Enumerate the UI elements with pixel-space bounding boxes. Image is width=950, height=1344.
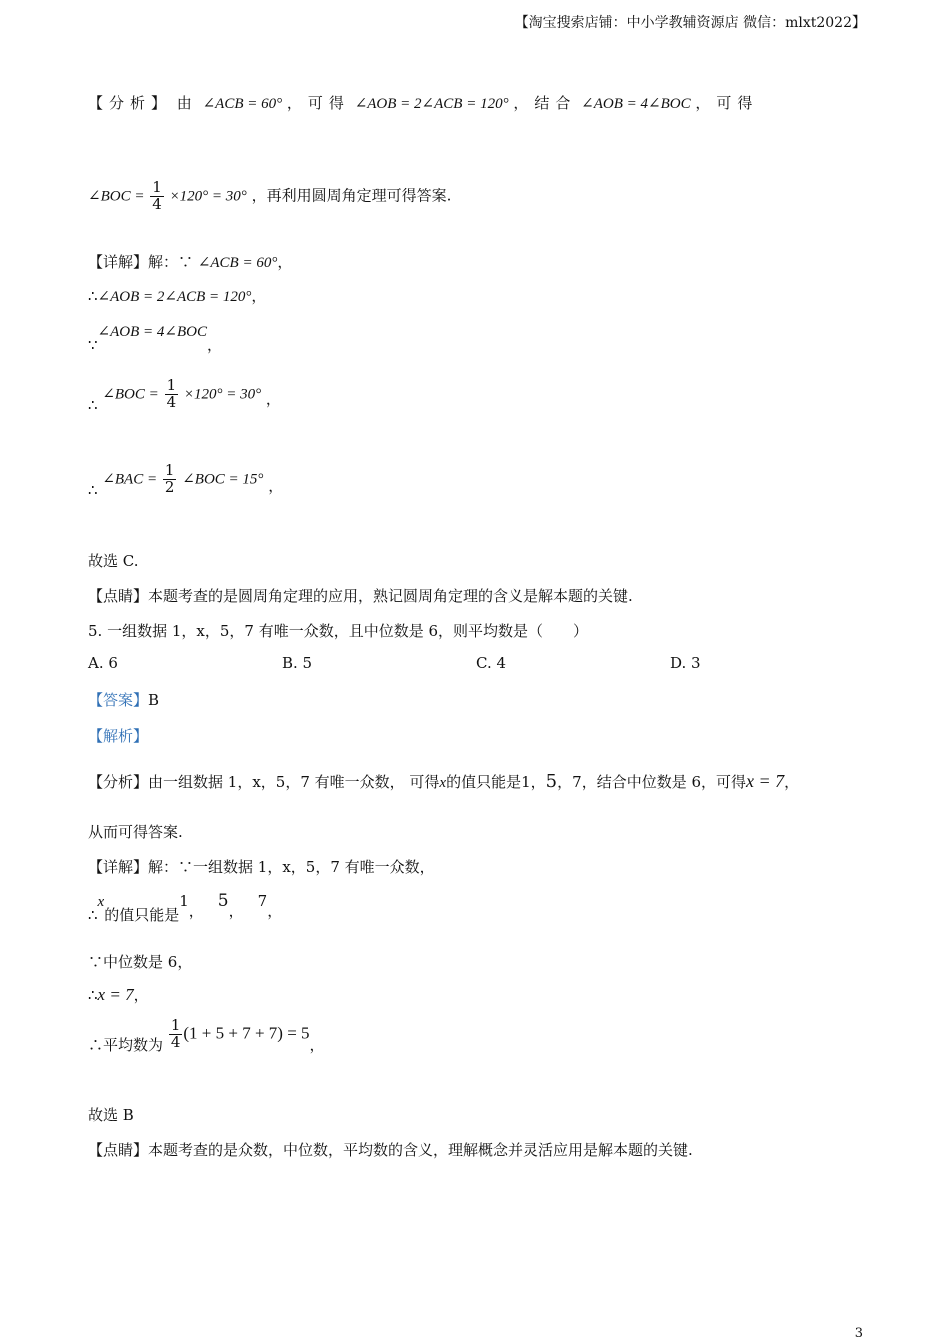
fraction-denominator: 2 — [164, 477, 175, 496]
q4-detail-line3 — [88, 320, 222, 354]
q5-analysis-line1 — [88, 771, 799, 792]
q5-comment — [88, 1139, 693, 1160]
punctuation: ， — [268, 477, 284, 496]
q5-analysis-line2: 从而可得答案. — [88, 823, 183, 841]
q4-detail-line4 — [88, 376, 281, 415]
q5-option-d: D. 3 — [670, 654, 701, 672]
because-symbol: ∵ — [88, 336, 98, 354]
q5-jiexi-tag: 【解析】 — [88, 727, 149, 745]
q5-answer — [88, 689, 159, 710]
q4-choice: 故选 C. — [88, 552, 139, 570]
fraction — [165, 378, 179, 411]
variable-x: x — [97, 894, 105, 910]
therefore-symbol: ∴ — [88, 1036, 104, 1055]
therefore-symbol: ∴ — [88, 396, 98, 415]
q5-question: 5. 一组数据 1，x，5，7 有唯一众数，且中位数是 6，则平均数是（ ） — [88, 622, 589, 640]
q4-detail-line1 — [88, 251, 292, 272]
value: 1 — [179, 892, 189, 910]
comment-tag: 【点睛】 — [88, 1141, 149, 1159]
value: 7 — [572, 773, 582, 791]
analysis-text: ，可得 — [286, 94, 350, 112]
fraction-numerator: 1 — [170, 1016, 181, 1034]
value: 7 — [257, 892, 268, 910]
math-expression: ×120° = 30° — [183, 386, 262, 403]
analysis-tag: 【分析】 — [88, 773, 149, 791]
q5-detail-line2 — [88, 890, 283, 924]
fraction — [150, 180, 164, 213]
detail-text: 平均数为 — [103, 1036, 164, 1055]
analysis-text: 的值只能是 — [446, 773, 522, 791]
punctuation: ， — [267, 902, 283, 920]
q5-option-a: A. 6 — [88, 654, 118, 672]
punctuation: ， — [188, 902, 204, 920]
page-header: 【淘宝搜索店铺：中小学教辅资源店 微信：mlxt2022】 — [514, 15, 866, 31]
q4-analysis-line1 — [88, 92, 758, 113]
detail-text: 解：∵ — [148, 253, 194, 271]
because-symbol: ∵ — [88, 953, 104, 971]
fraction-numerator: 1 — [164, 461, 175, 479]
page-number: 3 — [854, 1326, 863, 1341]
detail-tag: 【详解】 — [88, 858, 149, 876]
q4-detail-line2 — [88, 285, 266, 306]
detail-tag: 【详解】 — [88, 253, 149, 271]
fraction — [169, 1018, 183, 1051]
math-expression: ∠AOB = 4∠BOC — [581, 96, 691, 112]
punctuation: ， — [133, 986, 149, 1004]
comment-text: 本题考查的是圆周角定理的应用，熟记圆周角定理的含义是解本题的关键. — [148, 587, 633, 605]
therefore-symbol: ∴ — [88, 287, 98, 305]
comment-tag: 【点睛】 — [88, 587, 149, 605]
detail-text: 的值只能是 — [104, 906, 180, 924]
math-expression: (1 + 5 + 7 + 7) = 5 — [183, 1023, 310, 1043]
q5-detail-line5 — [88, 1016, 325, 1055]
math-expression: ∠AOB = 4∠BOC — [97, 324, 207, 340]
math-expression: ∠BAC = — [102, 471, 158, 488]
fraction-denominator: 4 — [152, 194, 162, 213]
analysis-text: ，结合 — [513, 94, 577, 112]
analysis-text: ，结合中位数是 6，可得 — [581, 773, 747, 791]
q4-comment — [88, 585, 633, 606]
punctuation: ， — [309, 1036, 325, 1055]
fraction-numerator: 1 — [152, 178, 162, 196]
value: 5 — [217, 891, 229, 911]
analysis-text: 由一组数据 1，x，5，7 有唯一众数， 可得 — [148, 773, 440, 791]
comment-text: 本题考查的是众数，中位数，平均数的含义，理解概念并灵活应用是解本题的关键. — [148, 1141, 693, 1159]
punctuation: ， — [251, 287, 267, 305]
punctuation: ， — [530, 773, 546, 791]
punctuation: ， — [784, 773, 800, 791]
fraction-numerator: 1 — [166, 376, 177, 394]
math-expression: ∠AOB = 2∠ACB = 120° — [97, 289, 252, 305]
analysis-text: 由 — [176, 94, 198, 112]
therefore-symbol: ∴ — [88, 481, 98, 500]
q5-option-c: C. 4 — [476, 654, 507, 672]
detail-text: 解：∵一组数据 1，x，5，7 有唯一众数， — [148, 858, 435, 876]
fraction-denominator: 4 — [166, 392, 177, 411]
punctuation: ， — [228, 902, 244, 920]
analysis-text: ，可得 — [695, 94, 759, 112]
q5-detail-line1 — [88, 856, 435, 877]
math-expression: x = 7 — [746, 771, 785, 791]
analysis-text: ，再利用圆周角定理可得答案. — [251, 186, 452, 205]
math-expression: ∠BOC = — [88, 188, 145, 205]
punctuation: ， — [265, 390, 281, 409]
variable-x: x — [439, 775, 447, 791]
analysis-tag: 【分析】 — [88, 94, 173, 112]
therefore-symbol: ∴ — [88, 986, 98, 1004]
punctuation: ， — [206, 336, 222, 354]
math-expression: ∠AOB = 2∠ACB = 120° — [354, 96, 509, 112]
q5-detail-line3 — [88, 951, 192, 972]
q4-detail-line5 — [88, 461, 284, 500]
math-expression: ∠BOC = — [102, 386, 159, 403]
punctuation: ， — [277, 253, 293, 271]
q5-detail-line4 — [88, 984, 149, 1005]
value: 1 — [521, 773, 531, 791]
math-expression: x = 7 — [97, 985, 134, 1004]
detail-text: 中位数是 6， — [103, 953, 193, 971]
q5-option-b: B. 5 — [282, 654, 313, 672]
punctuation: ， — [557, 773, 573, 791]
value: 5 — [545, 771, 558, 792]
fraction — [163, 463, 177, 496]
q5-choice: 故选 B — [88, 1106, 134, 1124]
answer-tag: 【答案】 — [88, 691, 149, 709]
math-expression: ∠ACB = 60° — [202, 96, 283, 112]
answer-value: B — [148, 691, 160, 709]
therefore-symbol: ∴ — [88, 906, 98, 924]
math-expression: ∠ACB = 60° — [197, 255, 278, 271]
math-expression: ∠BOC = 15° — [182, 471, 264, 488]
fraction-denominator: 4 — [170, 1032, 181, 1051]
math-expression: ×120° = 30° — [169, 188, 247, 205]
q4-analysis-line2 — [88, 180, 451, 213]
